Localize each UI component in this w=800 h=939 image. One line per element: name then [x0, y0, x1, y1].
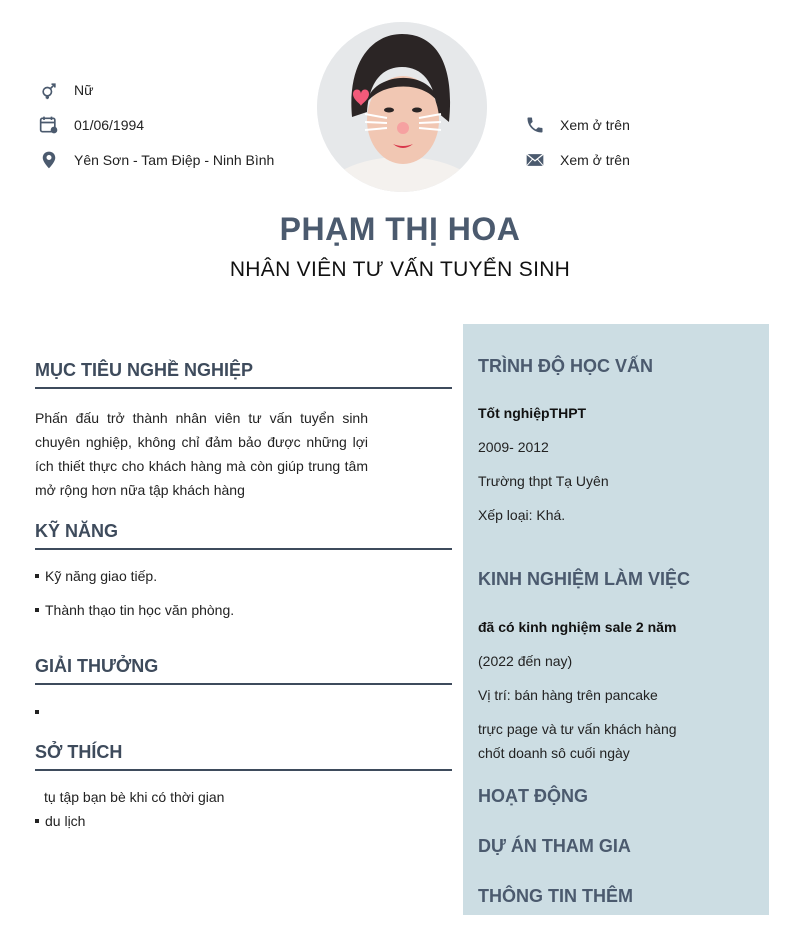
objective-text: Phấn đấu trở thành nhân viên tư vấn tuyển sinh chuyên nghiệp, không chỉ đảm bảo được những lợi ích thiết thực cho khách hàng mà còn giúp trung tâm mở rộng hơn nữa tập khách hàng [35, 410, 368, 498]
address-value: Yên Sơn - Tam Điệp - Ninh Bình [74, 152, 275, 168]
address-row [38, 149, 274, 171]
calendar-icon [38, 114, 60, 136]
location-pin-icon [38, 149, 60, 171]
experience-duty: chốt doanh sô cuối ngày [478, 745, 630, 761]
awards-heading: GIẢI THƯỞNG [35, 656, 452, 685]
phone-icon [524, 114, 546, 136]
education-heading: TRÌNH ĐỘ HỌC VẤN [478, 356, 653, 376]
avatar [317, 22, 487, 192]
experience-position: Vị trí: bán hàng trên pancake [478, 687, 658, 703]
education-years: 2009- 2012 [478, 439, 549, 455]
experience-duty: trực page và tư vấn khách hàng [478, 721, 677, 737]
job-title: NHÂN VIÊN TƯ VẤN TUYỂN SINH [229, 258, 571, 281]
experience-period: (2022 đến nay) [478, 653, 573, 669]
education-school: Trường thpt Tạ Uyên [478, 473, 609, 489]
projects-heading: DỰ ÁN THAM GIA [478, 836, 631, 856]
email-row [524, 149, 630, 171]
education-degree: Tốt nghiệpTHPT [478, 405, 587, 421]
email-value: Xem ở trên [560, 152, 630, 168]
more-info-heading: THÔNG TIN THÊM [478, 886, 633, 906]
birthdate-row [38, 114, 144, 136]
education-grade: Xếp loại: Khá. [478, 507, 566, 523]
gender-row [38, 79, 93, 101]
skills-heading: KỸ NĂNG [35, 521, 452, 550]
experience-title: đã có kinh nghiệm sale 2 năm [478, 619, 677, 635]
envelope-icon [524, 149, 546, 171]
skill-item: Kỹ năng giao tiếp. [35, 564, 157, 588]
phone-row [524, 114, 630, 136]
candidate-name: PHẠM THỊ HOA [279, 211, 521, 247]
hobby-item: du lịch [35, 809, 85, 833]
award-item-empty [35, 700, 45, 724]
skill-item: Thành thạo tin học văn phòng. [35, 598, 234, 622]
experience-heading: KINH NGHIỆM LÀM VIỆC [478, 569, 691, 589]
hobby-item: tụ tập bạn bè khi có thời gian [44, 789, 225, 805]
objective-heading: MỤC TIÊU NGHỀ NGHIỆP [35, 360, 452, 389]
birthdate-value: 01/06/1994 [74, 117, 145, 133]
hobbies-heading: SỞ THÍCH [35, 742, 452, 771]
gender-value: Nữ [74, 82, 94, 98]
activities-heading: HOẠT ĐỘNG [478, 786, 588, 806]
gender-icon [38, 79, 60, 101]
phone-value: Xem ở trên [560, 117, 630, 133]
